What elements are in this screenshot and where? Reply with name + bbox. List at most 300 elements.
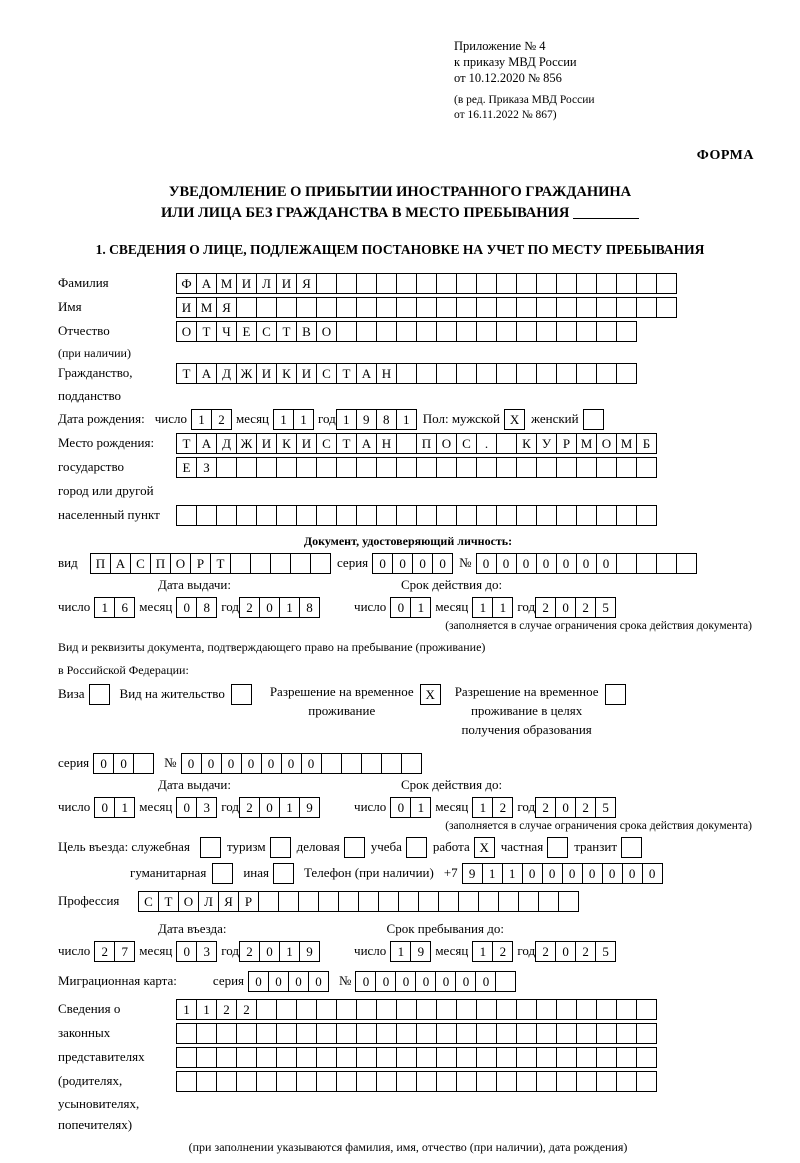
migration-series-input[interactable] — [248, 971, 329, 992]
profession-cell[interactable]: С — [138, 891, 159, 912]
citizenship-cell[interactable]: Ж — [236, 363, 257, 384]
rep-1-cell[interactable]: 2 — [216, 999, 237, 1020]
profession-input[interactable] — [138, 891, 579, 912]
doc-valid-year-cell[interactable]: 5 — [595, 597, 616, 618]
doc-type-input[interactable] — [90, 553, 331, 574]
name-cell[interactable] — [396, 297, 417, 318]
migration-series-cell[interactable]: 0 — [248, 971, 269, 992]
doc-valid-year-cell[interactable]: 2 — [535, 597, 556, 618]
rep-2-cell[interactable] — [636, 1023, 657, 1044]
rep-4-cell[interactable] — [596, 1071, 617, 1092]
permit-number-cell[interactable]: 0 — [281, 753, 302, 774]
rep-2-cell[interactable] — [436, 1023, 457, 1044]
rep-4-cell[interactable] — [276, 1071, 297, 1092]
birthplace-2-cell[interactable] — [236, 457, 257, 478]
entry-year-cell[interactable]: 1 — [279, 941, 300, 962]
stay-day-cell[interactable]: 9 — [410, 941, 431, 962]
profession-cell[interactable] — [298, 891, 319, 912]
stay-year-cell[interactable]: 5 — [595, 941, 616, 962]
rep-3-cell[interactable] — [576, 1047, 597, 1068]
rep-1-cell[interactable] — [616, 999, 637, 1020]
rep-1-cell[interactable] — [536, 999, 557, 1020]
doc-number-cell[interactable] — [616, 553, 637, 574]
rep-3-cell[interactable] — [356, 1047, 377, 1068]
citizenship-cell[interactable] — [516, 363, 537, 384]
name-input[interactable] — [176, 297, 677, 318]
birthplace-3-cell[interactable] — [516, 505, 537, 526]
birthplace-2-cell[interactable] — [536, 457, 557, 478]
birthplace-3-cell[interactable] — [316, 505, 337, 526]
representatives-row-3[interactable] — [176, 1047, 657, 1068]
citizenship-cell[interactable]: И — [296, 363, 317, 384]
rep-1-cell[interactable] — [396, 999, 417, 1020]
rep-1-cell[interactable] — [296, 999, 317, 1020]
permit-number-cell[interactable]: 0 — [221, 753, 242, 774]
citizenship-cell[interactable]: И — [256, 363, 277, 384]
citizenship-cell[interactable] — [496, 363, 517, 384]
permit-valid-year-cell[interactable]: 2 — [535, 797, 556, 818]
rep-2-cell[interactable] — [596, 1023, 617, 1044]
name-cell[interactable] — [576, 297, 597, 318]
rep-4-cell[interactable] — [236, 1071, 257, 1092]
name-cell[interactable]: Я — [216, 297, 237, 318]
surname-cell[interactable] — [516, 273, 537, 294]
representatives-row-2[interactable] — [176, 1023, 657, 1044]
doc-valid-month-input[interactable] — [472, 597, 513, 618]
birthplace-3-cell[interactable] — [336, 505, 357, 526]
patronymic-cell[interactable]: Т — [276, 321, 297, 342]
rep-1-cell[interactable] — [256, 999, 277, 1020]
surname-cell[interactable] — [496, 273, 517, 294]
stay-year-cell[interactable]: 0 — [555, 941, 576, 962]
permit-issue-year-cell[interactable]: 2 — [239, 797, 260, 818]
birthplace-1-cell[interactable]: Н — [376, 433, 397, 454]
surname-cell[interactable]: И — [276, 273, 297, 294]
birthplace-2-cell[interactable] — [376, 457, 397, 478]
profession-cell[interactable] — [418, 891, 439, 912]
doc-issue-month-cell[interactable]: 8 — [196, 597, 217, 618]
birthplace-3-cell[interactable] — [556, 505, 577, 526]
rep-2-cell[interactable] — [516, 1023, 537, 1044]
phone-cell[interactable]: 0 — [562, 863, 583, 884]
doc-issue-day-cell[interactable]: 6 — [114, 597, 135, 618]
citizenship-input[interactable] — [176, 363, 637, 384]
permit-number-cell[interactable] — [321, 753, 342, 774]
birthplace-1-cell[interactable]: А — [196, 433, 217, 454]
rep-3-cell[interactable] — [276, 1047, 297, 1068]
birthplace-3-cell[interactable] — [396, 505, 417, 526]
name-cell[interactable] — [336, 297, 357, 318]
rep-4-cell[interactable] — [536, 1071, 557, 1092]
surname-cell[interactable]: М — [216, 273, 237, 294]
birth-year-input[interactable] — [336, 409, 417, 430]
doc-type-cell[interactable]: Р — [190, 553, 211, 574]
citizenship-cell[interactable]: Т — [336, 363, 357, 384]
rep-2-cell[interactable] — [576, 1023, 597, 1044]
permit-series-input[interactable] — [93, 753, 154, 774]
citizenship-cell[interactable] — [556, 363, 577, 384]
rep-2-cell[interactable] — [196, 1023, 217, 1044]
purpose-other-checkbox[interactable] — [273, 863, 294, 884]
stay-day-cell[interactable]: 1 — [390, 941, 411, 962]
rep-2-cell[interactable] — [216, 1023, 237, 1044]
permit-issue-year-input[interactable] — [239, 797, 320, 818]
birth-year-cell[interactable]: 8 — [376, 409, 397, 430]
purpose-transit-checkbox[interactable] — [621, 837, 642, 858]
rep-2-cell[interactable] — [556, 1023, 577, 1044]
birthplace-1-cell[interactable]: С — [456, 433, 477, 454]
rep-1-cell[interactable] — [416, 999, 437, 1020]
patronymic-cell[interactable] — [496, 321, 517, 342]
birthplace-2-cell[interactable] — [396, 457, 417, 478]
surname-cell[interactable] — [616, 273, 637, 294]
birthplace-3-cell[interactable] — [296, 505, 317, 526]
doc-type-cell[interactable] — [270, 553, 291, 574]
citizenship-cell[interactable] — [616, 363, 637, 384]
birthplace-1-cell[interactable]: М — [576, 433, 597, 454]
phone-cell[interactable]: 0 — [522, 863, 543, 884]
doc-type-cell[interactable] — [310, 553, 331, 574]
migration-number-cell[interactable]: 0 — [455, 971, 476, 992]
citizenship-cell[interactable] — [536, 363, 557, 384]
surname-cell[interactable] — [656, 273, 677, 294]
birthplace-2-cell[interactable] — [556, 457, 577, 478]
doc-series-cell[interactable]: 0 — [372, 553, 393, 574]
birthplace-row-2[interactable] — [176, 457, 657, 478]
rep-1-cell[interactable] — [336, 999, 357, 1020]
edu-residence-checkbox[interactable] — [605, 684, 626, 705]
migration-number-input[interactable] — [355, 971, 516, 992]
patronymic-cell[interactable]: Т — [196, 321, 217, 342]
rep-1-cell[interactable] — [456, 999, 477, 1020]
phone-input[interactable] — [462, 863, 663, 884]
surname-cell[interactable] — [636, 273, 657, 294]
profession-cell[interactable] — [538, 891, 559, 912]
phone-cell[interactable]: 0 — [622, 863, 643, 884]
patronymic-cell[interactable]: Ч — [216, 321, 237, 342]
birthplace-row-3[interactable] — [176, 505, 657, 526]
name-cell[interactable]: И — [176, 297, 197, 318]
birthplace-3-cell[interactable] — [476, 505, 497, 526]
doc-issue-day-cell[interactable]: 1 — [94, 597, 115, 618]
patronymic-cell[interactable] — [616, 321, 637, 342]
phone-cell[interactable]: 1 — [502, 863, 523, 884]
permit-number-cell[interactable]: 0 — [241, 753, 262, 774]
patronymic-cell[interactable] — [356, 321, 377, 342]
profession-cell[interactable] — [278, 891, 299, 912]
citizenship-cell[interactable] — [436, 363, 457, 384]
doc-number-cell[interactable]: 0 — [476, 553, 497, 574]
doc-issue-year-cell[interactable]: 2 — [239, 597, 260, 618]
phone-cell[interactable]: 1 — [482, 863, 503, 884]
rep-3-cell[interactable] — [236, 1047, 257, 1068]
rep-4-cell[interactable] — [516, 1071, 537, 1092]
surname-cell[interactable] — [456, 273, 477, 294]
entry-month-cell[interactable]: 0 — [176, 941, 197, 962]
surname-cell[interactable] — [316, 273, 337, 294]
rep-4-cell[interactable] — [176, 1071, 197, 1092]
migration-number-cell[interactable] — [495, 971, 516, 992]
patronymic-cell[interactable] — [436, 321, 457, 342]
patronymic-cell[interactable]: В — [296, 321, 317, 342]
permit-issue-month-cell[interactable]: 0 — [176, 797, 197, 818]
stay-year-cell[interactable]: 2 — [535, 941, 556, 962]
doc-number-cell[interactable] — [636, 553, 657, 574]
name-cell[interactable] — [596, 297, 617, 318]
rep-4-cell[interactable] — [396, 1071, 417, 1092]
doc-number-cell[interactable] — [676, 553, 697, 574]
citizenship-cell[interactable]: К — [276, 363, 297, 384]
citizenship-cell[interactable] — [596, 363, 617, 384]
citizenship-cell[interactable] — [576, 363, 597, 384]
profession-cell[interactable] — [478, 891, 499, 912]
purpose-private-checkbox[interactable] — [547, 837, 568, 858]
doc-series-cell[interactable]: 0 — [432, 553, 453, 574]
name-cell[interactable] — [356, 297, 377, 318]
permit-number-cell[interactable]: 0 — [301, 753, 322, 774]
rep-4-cell[interactable] — [296, 1071, 317, 1092]
surname-input[interactable] — [176, 273, 677, 294]
birthplace-3-cell[interactable] — [176, 505, 197, 526]
migration-series-cell[interactable]: 0 — [268, 971, 289, 992]
rep-3-cell[interactable] — [476, 1047, 497, 1068]
rep-2-cell[interactable] — [336, 1023, 357, 1044]
surname-cell[interactable] — [476, 273, 497, 294]
birthplace-2-cell[interactable] — [616, 457, 637, 478]
birthplace-2-cell[interactable] — [336, 457, 357, 478]
surname-cell[interactable] — [396, 273, 417, 294]
surname-cell[interactable] — [336, 273, 357, 294]
rep-4-cell[interactable] — [196, 1071, 217, 1092]
rep-4-cell[interactable] — [636, 1071, 657, 1092]
birthplace-3-cell[interactable] — [376, 505, 397, 526]
rep-3-cell[interactable] — [396, 1047, 417, 1068]
patronymic-cell[interactable]: О — [176, 321, 197, 342]
birth-day-cell[interactable]: 2 — [211, 409, 232, 430]
profession-cell[interactable]: Я — [218, 891, 239, 912]
rep-1-cell[interactable] — [516, 999, 537, 1020]
permit-number-input[interactable] — [181, 753, 422, 774]
rep-3-cell[interactable] — [436, 1047, 457, 1068]
rep-4-cell[interactable] — [256, 1071, 277, 1092]
rep-4-cell[interactable] — [436, 1071, 457, 1092]
birthplace-2-cell[interactable] — [416, 457, 437, 478]
surname-cell[interactable] — [556, 273, 577, 294]
birthplace-1-cell[interactable]: А — [356, 433, 377, 454]
rep-4-cell[interactable] — [356, 1071, 377, 1092]
migration-number-cell[interactable]: 0 — [415, 971, 436, 992]
surname-cell[interactable]: Я — [296, 273, 317, 294]
doc-valid-day-cell[interactable]: 0 — [390, 597, 411, 618]
rep-2-cell[interactable] — [176, 1023, 197, 1044]
rep-2-cell[interactable] — [316, 1023, 337, 1044]
profession-cell[interactable]: Л — [198, 891, 219, 912]
birthplace-1-cell[interactable]: Т — [336, 433, 357, 454]
birthplace-2-cell[interactable] — [316, 457, 337, 478]
birthplace-1-cell[interactable]: Р — [556, 433, 577, 454]
patronymic-cell[interactable]: Е — [236, 321, 257, 342]
rep-4-cell[interactable] — [416, 1071, 437, 1092]
doc-valid-year-input[interactable] — [535, 597, 616, 618]
rep-3-cell[interactable] — [256, 1047, 277, 1068]
birthplace-1-cell[interactable]: Б — [636, 433, 657, 454]
patronymic-cell[interactable] — [396, 321, 417, 342]
birthplace-1-cell[interactable]: И — [296, 433, 317, 454]
phone-cell[interactable]: 9 — [462, 863, 483, 884]
doc-series-cell[interactable]: 0 — [392, 553, 413, 574]
surname-cell[interactable] — [376, 273, 397, 294]
doc-number-cell[interactable]: 0 — [496, 553, 517, 574]
citizenship-cell[interactable] — [396, 363, 417, 384]
doc-number-cell[interactable]: 0 — [536, 553, 557, 574]
rep-3-cell[interactable] — [536, 1047, 557, 1068]
permit-valid-year-cell[interactable]: 2 — [575, 797, 596, 818]
rep-3-cell[interactable] — [636, 1047, 657, 1068]
surname-cell[interactable] — [416, 273, 437, 294]
birthplace-1-cell[interactable]: К — [276, 433, 297, 454]
permit-issue-year-cell[interactable]: 0 — [259, 797, 280, 818]
permit-valid-year-cell[interactable]: 5 — [595, 797, 616, 818]
purpose-work-checkbox[interactable]: X — [474, 837, 495, 858]
doc-issue-year-cell[interactable]: 1 — [279, 597, 300, 618]
migration-number-cell[interactable]: 0 — [375, 971, 396, 992]
permit-number-cell[interactable]: 0 — [201, 753, 222, 774]
patronymic-cell[interactable] — [336, 321, 357, 342]
birthplace-2-cell[interactable] — [296, 457, 317, 478]
birthplace-1-cell[interactable]: Ж — [236, 433, 257, 454]
permit-valid-month-cell[interactable]: 2 — [492, 797, 513, 818]
birthplace-3-cell[interactable] — [436, 505, 457, 526]
phone-cell[interactable]: 0 — [582, 863, 603, 884]
permit-valid-day-cell[interactable]: 0 — [390, 797, 411, 818]
surname-cell[interactable] — [576, 273, 597, 294]
purpose-tourism-checkbox[interactable] — [270, 837, 291, 858]
permit-valid-day-cell[interactable]: 1 — [410, 797, 431, 818]
name-cell[interactable] — [476, 297, 497, 318]
name-cell[interactable]: М — [196, 297, 217, 318]
birthplace-row-1[interactable] — [176, 433, 657, 454]
migration-number-cell[interactable]: 0 — [435, 971, 456, 992]
birth-year-cell[interactable]: 1 — [396, 409, 417, 430]
profession-cell[interactable]: О — [178, 891, 199, 912]
rep-2-cell[interactable] — [476, 1023, 497, 1044]
doc-number-cell[interactable]: 0 — [516, 553, 537, 574]
permit-issue-day-input[interactable] — [94, 797, 135, 818]
rep-2-cell[interactable] — [416, 1023, 437, 1044]
birthplace-2-cell[interactable] — [436, 457, 457, 478]
permit-issue-month-input[interactable] — [176, 797, 217, 818]
birthplace-1-cell[interactable]: О — [436, 433, 457, 454]
profession-cell[interactable] — [498, 891, 519, 912]
patronymic-cell[interactable]: С — [256, 321, 277, 342]
surname-cell[interactable] — [436, 273, 457, 294]
patronymic-cell[interactable] — [536, 321, 557, 342]
birthplace-1-cell[interactable]: С — [316, 433, 337, 454]
citizenship-cell[interactable]: Т — [176, 363, 197, 384]
birth-year-cell[interactable]: 9 — [356, 409, 377, 430]
doc-type-cell[interactable] — [230, 553, 251, 574]
permit-issue-day-cell[interactable]: 1 — [114, 797, 135, 818]
rep-2-cell[interactable] — [236, 1023, 257, 1044]
rep-4-cell[interactable] — [376, 1071, 397, 1092]
permit-valid-month-cell[interactable]: 1 — [472, 797, 493, 818]
entry-day-cell[interactable]: 7 — [114, 941, 135, 962]
migration-series-cell[interactable]: 0 — [308, 971, 329, 992]
profession-cell[interactable] — [318, 891, 339, 912]
doc-number-cell[interactable]: 0 — [576, 553, 597, 574]
phone-cell[interactable]: 0 — [542, 863, 563, 884]
purpose-business-checkbox[interactable] — [344, 837, 365, 858]
stay-year-input[interactable] — [535, 941, 616, 962]
stay-month-input[interactable] — [472, 941, 513, 962]
doc-valid-day-cell[interactable]: 1 — [410, 597, 431, 618]
birthplace-3-cell[interactable] — [596, 505, 617, 526]
rep-4-cell[interactable] — [216, 1071, 237, 1092]
rep-1-cell[interactable] — [636, 999, 657, 1020]
name-cell[interactable] — [536, 297, 557, 318]
permit-series-cell[interactable]: 0 — [113, 753, 134, 774]
profession-cell[interactable]: Р — [238, 891, 259, 912]
rep-4-cell[interactable] — [476, 1071, 497, 1092]
patronymic-cell[interactable] — [456, 321, 477, 342]
migration-number-cell[interactable]: 0 — [395, 971, 416, 992]
permit-number-cell[interactable]: 0 — [261, 753, 282, 774]
birth-month-cell[interactable]: 1 — [293, 409, 314, 430]
rep-4-cell[interactable] — [576, 1071, 597, 1092]
profession-cell[interactable] — [458, 891, 479, 912]
birthplace-1-cell[interactable]: . — [476, 433, 497, 454]
birthplace-3-cell[interactable] — [616, 505, 637, 526]
surname-cell[interactable]: И — [236, 273, 257, 294]
rep-1-cell[interactable] — [496, 999, 517, 1020]
rep-3-cell[interactable] — [336, 1047, 357, 1068]
birthplace-1-cell[interactable]: О — [596, 433, 617, 454]
entry-day-cell[interactable]: 2 — [94, 941, 115, 962]
stay-day-input[interactable] — [390, 941, 431, 962]
rep-3-cell[interactable] — [376, 1047, 397, 1068]
birthplace-1-cell[interactable]: И — [256, 433, 277, 454]
birthplace-3-cell[interactable] — [356, 505, 377, 526]
rep-1-cell[interactable] — [596, 999, 617, 1020]
doc-number-input[interactable] — [476, 553, 697, 574]
birthplace-1-cell[interactable]: Т — [176, 433, 197, 454]
doc-issue-year-cell[interactable]: 8 — [299, 597, 320, 618]
rep-3-cell[interactable] — [556, 1047, 577, 1068]
name-cell[interactable] — [556, 297, 577, 318]
patronymic-input[interactable] — [176, 321, 637, 342]
name-cell[interactable] — [656, 297, 677, 318]
rep-3-cell[interactable] — [196, 1047, 217, 1068]
rep-3-cell[interactable] — [596, 1047, 617, 1068]
name-cell[interactable] — [316, 297, 337, 318]
birthplace-3-cell[interactable] — [456, 505, 477, 526]
birth-year-cell[interactable]: 1 — [336, 409, 357, 430]
doc-number-cell[interactable]: 0 — [596, 553, 617, 574]
birthplace-2-cell[interactable] — [496, 457, 517, 478]
doc-type-cell[interactable]: С — [130, 553, 151, 574]
birthplace-2-cell[interactable] — [516, 457, 537, 478]
permit-issue-year-cell[interactable]: 1 — [279, 797, 300, 818]
doc-valid-year-cell[interactable]: 0 — [555, 597, 576, 618]
rep-3-cell[interactable] — [456, 1047, 477, 1068]
rep-3-cell[interactable] — [416, 1047, 437, 1068]
entry-year-cell[interactable]: 0 — [259, 941, 280, 962]
permit-number-cell[interactable] — [341, 753, 362, 774]
birthplace-1-cell[interactable]: М — [616, 433, 637, 454]
rep-1-cell[interactable] — [556, 999, 577, 1020]
doc-valid-month-cell[interactable]: 1 — [472, 597, 493, 618]
name-cell[interactable] — [416, 297, 437, 318]
